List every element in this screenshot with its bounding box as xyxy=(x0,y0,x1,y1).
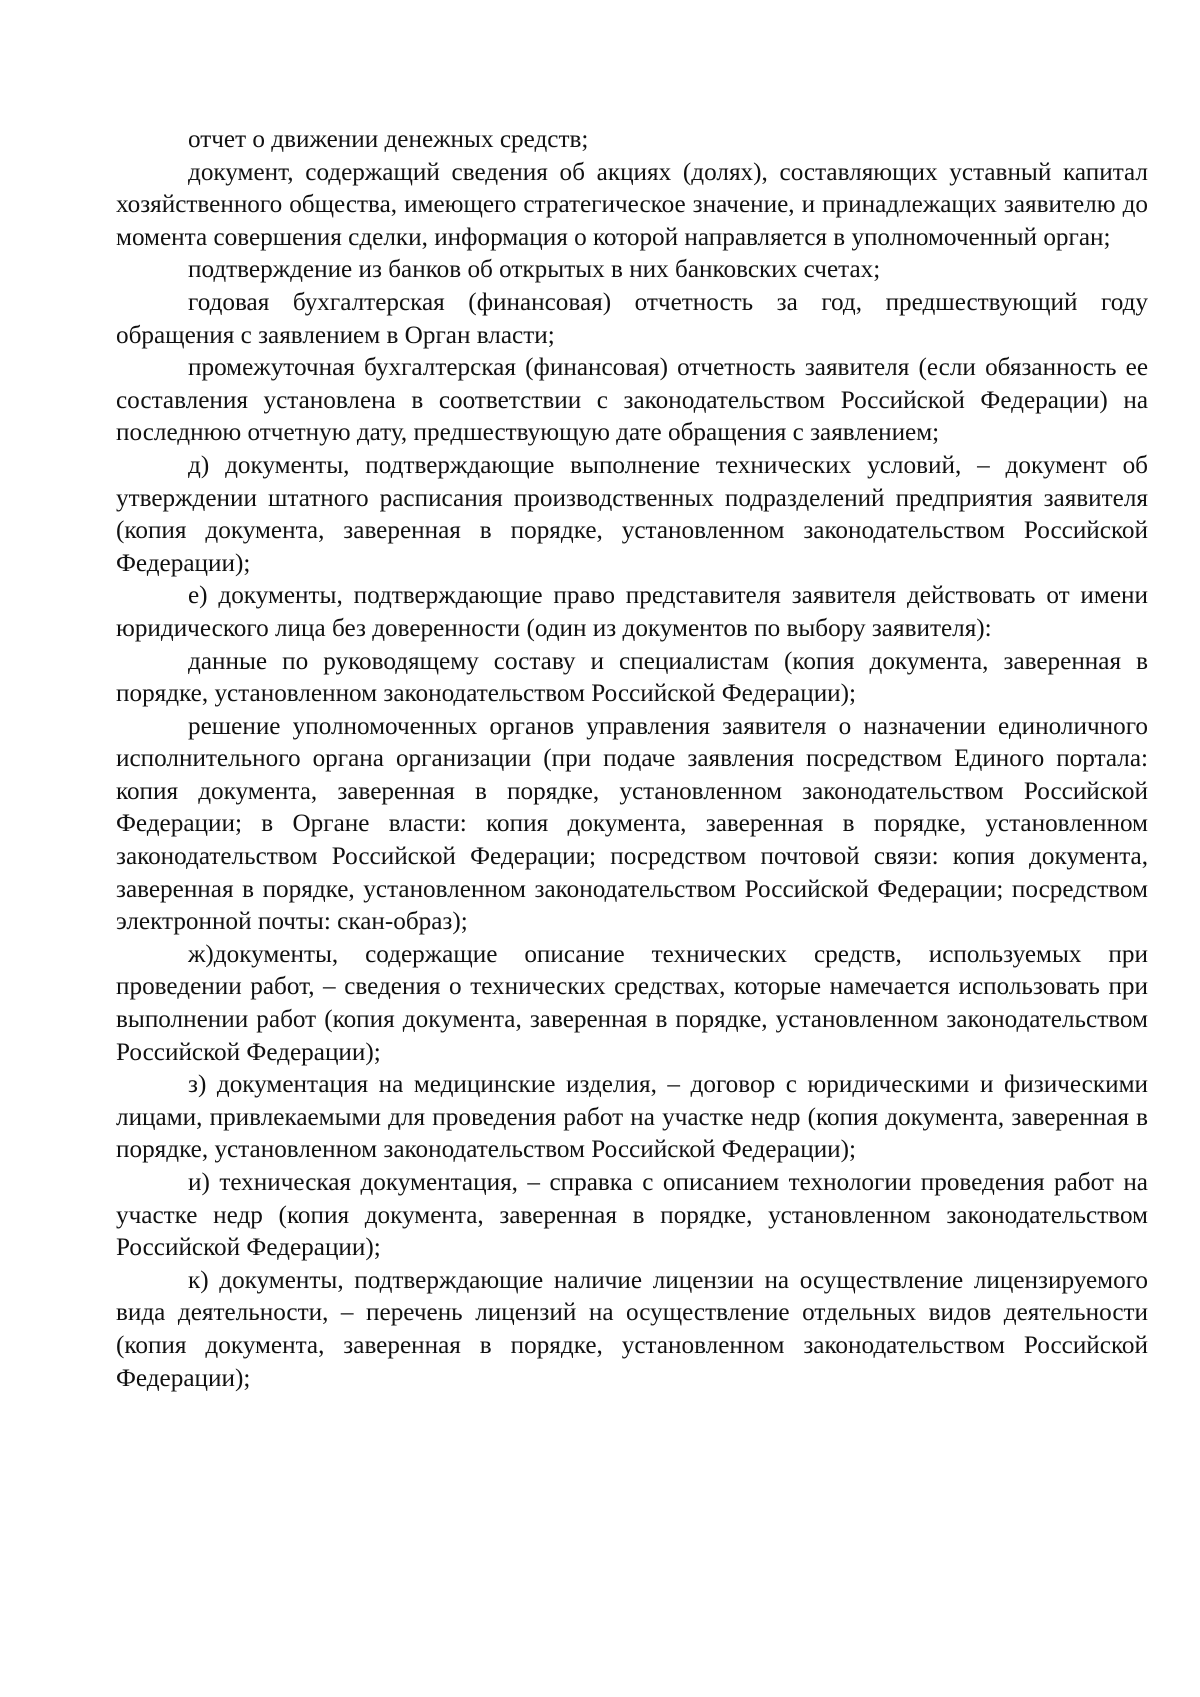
paragraph-item-i: и) техническая документация, – справка с описанием технологии проведения работ на участке недр (копия документа, заверенная в порядке, установленном законодательством Российской Федерации); xyxy=(116,1169,1148,1262)
paragraph-interim-statements: промежуточная бухгалтерская (финансовая) отчетность заявителя (если обязанность ее составления установлена в соответствии с законодательством Российской Федерации) на последнюю отчетную дату, предшествующую дате обращения с заявлением; xyxy=(116,354,1148,447)
paragraph-annual-statements: годовая бухгалтерская (финансовая) отчетность за год, предшествующий году обращения с заявлением в Орган власти; xyxy=(116,288,1148,349)
paragraph-item-zh: ж)документы, содержащие описание технических средств, используемых при проведении работ, – сведения о технических средствах, которые намечается использовать при выполнении работ (копия документа, заверенная в порядке, установленном законодательством Российской Федерации); xyxy=(116,940,1148,1066)
paragraph-item-k: к) документы, подтверждающие наличие лицензии на осуществление лицензируемого вида деятельности, – перечень лицензий на осуществление отдельных видов деятельности (копия документа, заверенная в порядке, установленном законодательством Российской Федерации); xyxy=(116,1266,1148,1392)
paragraph-item-d: д) документы, подтверждающие выполнение технических условий, – документ об утверждении штатного расписания производственных подразделений предприятия заявителя (копия документа, заверенная в порядке, установленном законодательством Российской Федерации); xyxy=(116,451,1148,577)
paragraph-cash-flow-report: отчет о движении денежных средств; xyxy=(188,126,589,153)
document-page xyxy=(116,124,1148,1395)
paragraph-management-staff: данные по руководящему составу и специалистам (копия документа, заверенная в порядке, установленном законодательством Российской Федерации); xyxy=(116,647,1148,708)
paragraph-bank-confirmation: подтверждение из банков об открытых в них банковских счетах; xyxy=(188,256,881,284)
paragraph-item-z: з) документация на медицинские изделия, – договор с юридическими и физическими лицами, привлекаемыми для проведения работ на участке недр (копия документа, заверенная в порядке, установленном законодательством Российской Федерации); xyxy=(116,1071,1148,1164)
paragraph-item-e: е) документы, подтверждающие право представителя заявителя действовать от имени юридического лица без доверенности (один из документов по выбору заявителя): xyxy=(116,582,1148,642)
paragraph-shares-document: документ, содержащий сведения об акциях (долях), составляющих уставный капитал хозяйственного общества, имеющего стратегическое значение, и принадлежащих заявителю до момента совершения сделки, информация о которой направляется в уполномоченный орган; xyxy=(116,158,1148,251)
paragraph-executive-appointment: решение уполномоченных органов управления заявителя о назначении единоличного исполнительного органа организации (при подаче заявления посредством Единого портала: копия документа, заверенная в порядке, установленном законодательством Российской Федерации; в Органе власти: копия документа, заверенная в порядке, установленном законодательством Российской Федерации; посредством почтовой связи: копия документа, заверенная в порядке, установленном законодательством Российской Федерации; посредством электронной почты: скан-образ); xyxy=(116,712,1148,936)
